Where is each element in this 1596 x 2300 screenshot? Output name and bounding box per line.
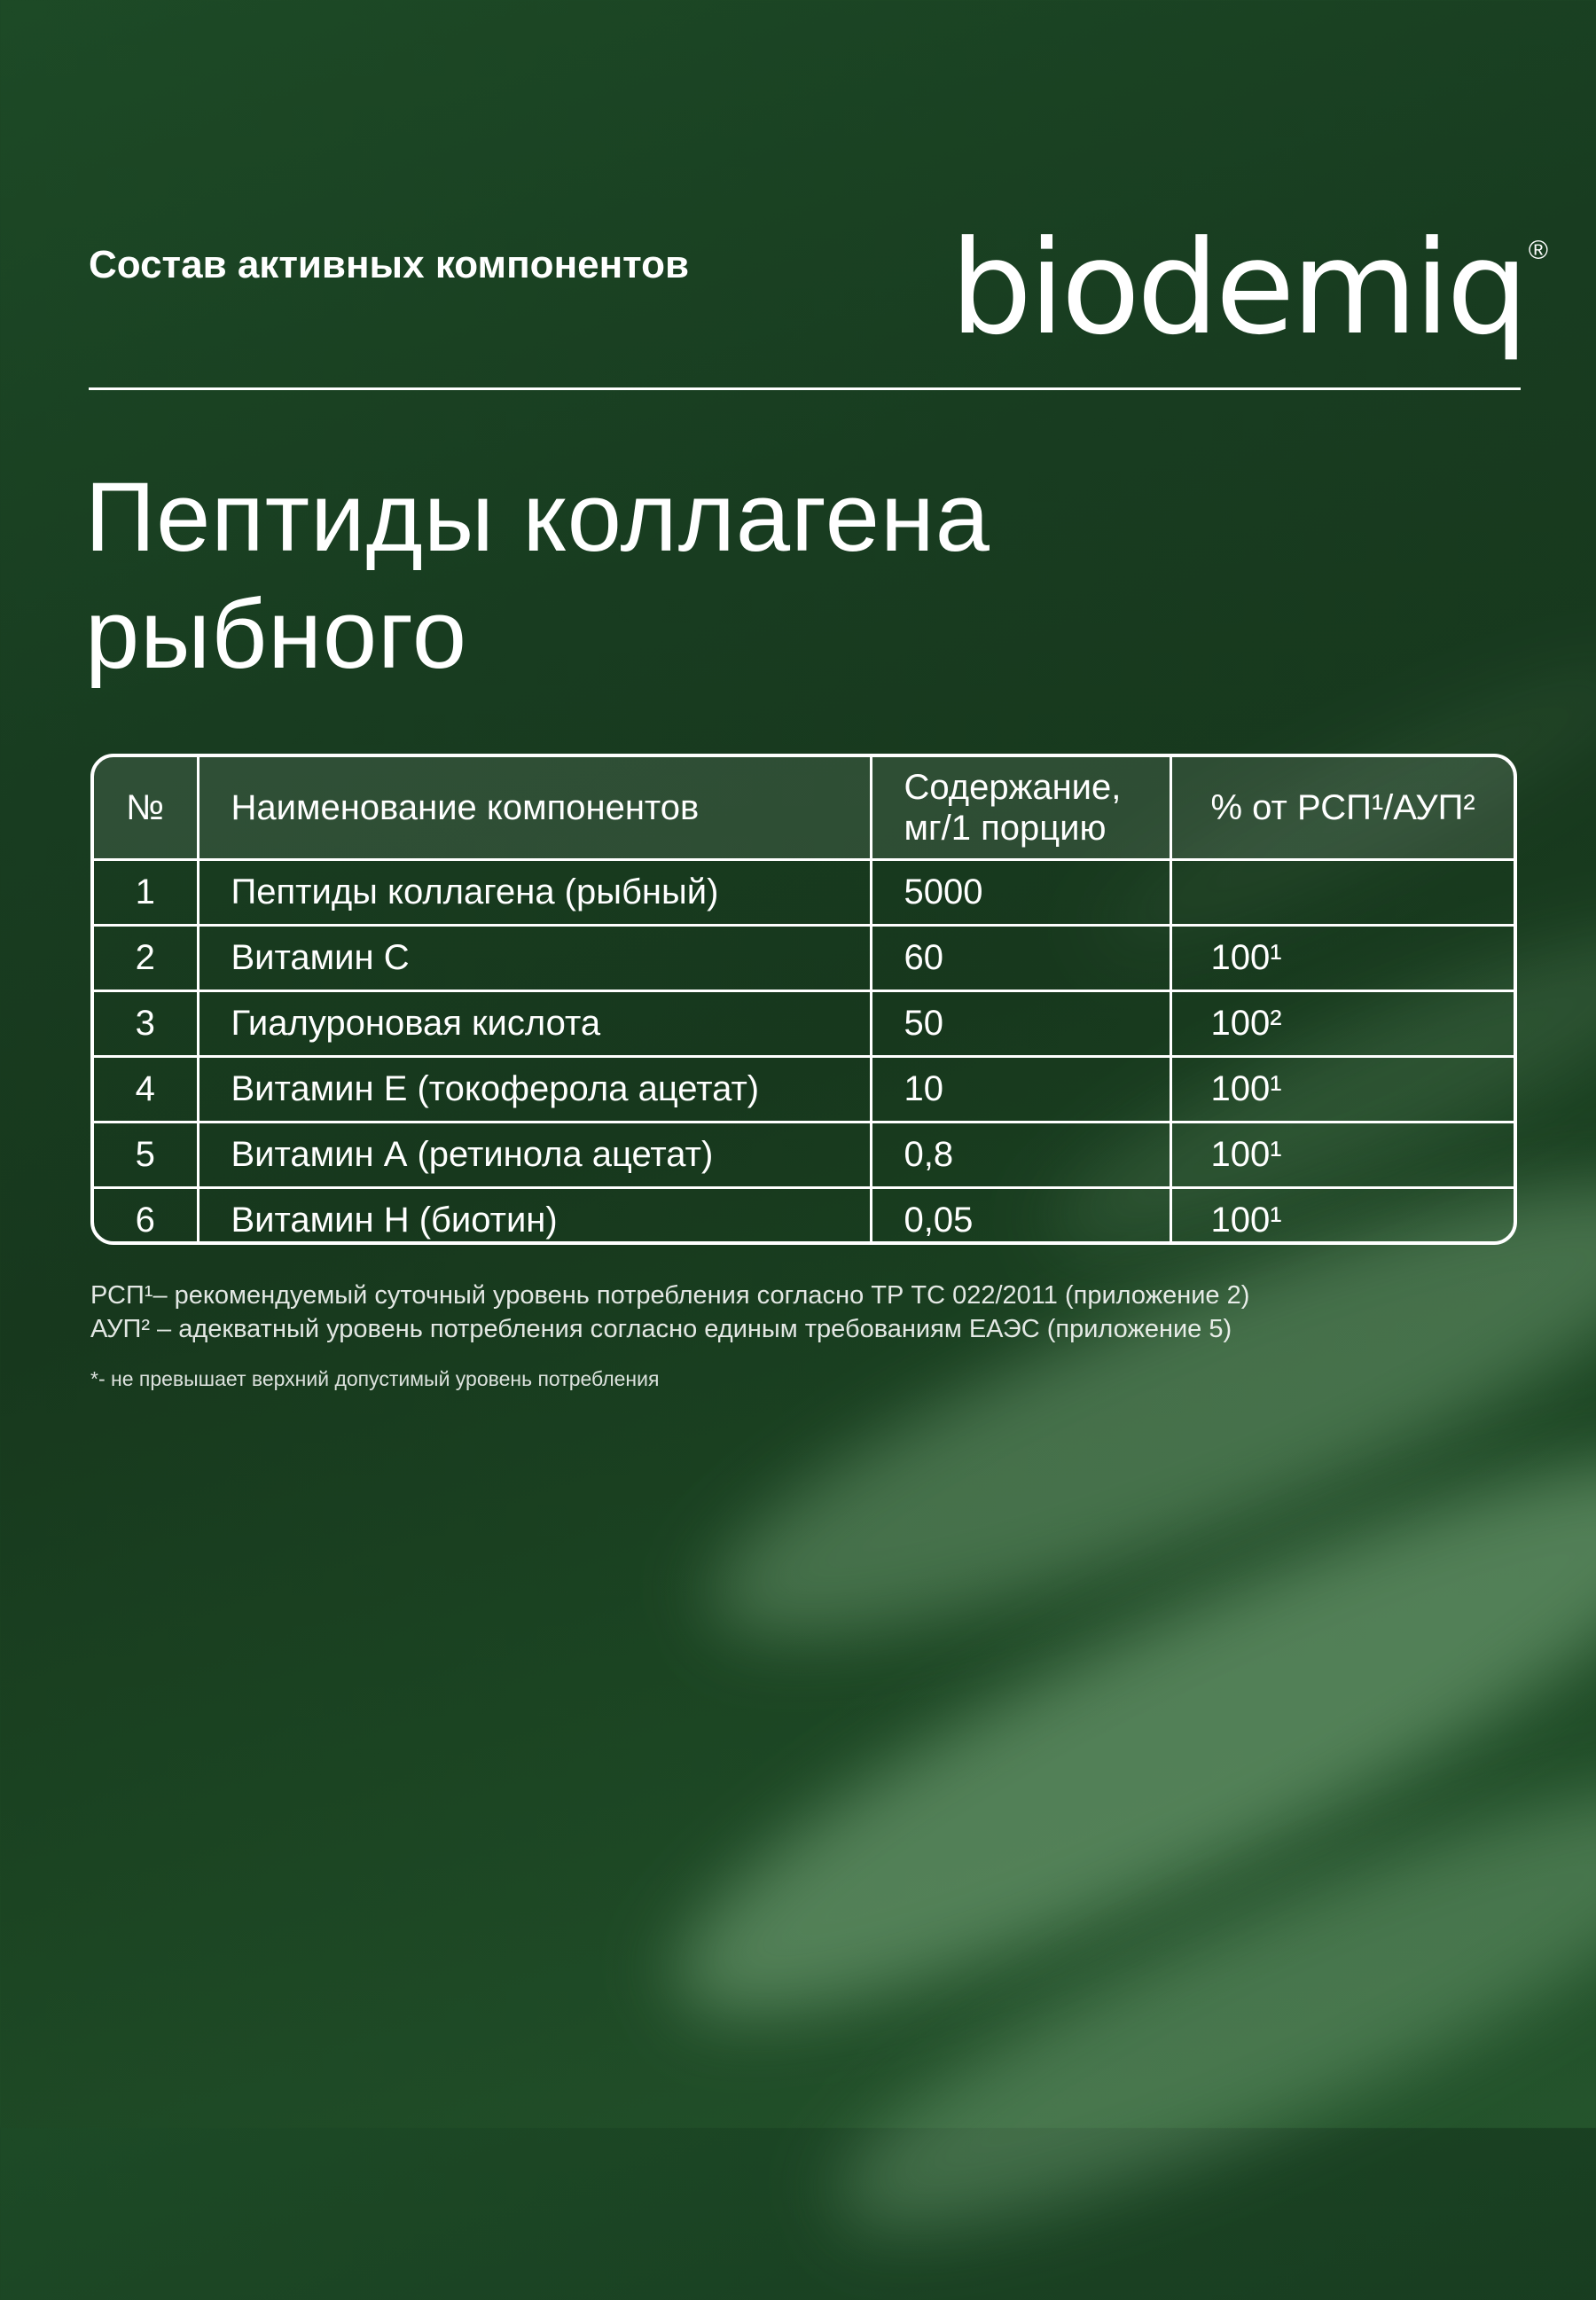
cell-amount: 10 [871,1057,1170,1123]
cell-amount: 0,05 [871,1188,1170,1246]
cell-num: 2 [94,926,198,991]
cell-amount: 60 [871,926,1170,991]
header-divider [89,387,1521,390]
table-header-row [94,757,1517,860]
cell-name: Витамин Е (токоферола ацетат) [198,1057,871,1123]
table-row [94,860,1517,926]
table-row [94,1188,1517,1246]
footnote-aup: АУП² – адекватный уровень потребления согласно единым требованиям ЕАЭС (приложение 5) [90,1315,1232,1343]
cell-name: Витамин А (ретинола ацетат) [198,1123,871,1188]
cell-name: Витамин Н (биотин) [198,1188,871,1246]
header-num: № [94,757,198,860]
cell-name: Гиалуроновая кислота [198,991,871,1057]
cell-amount: 50 [871,991,1170,1057]
components-table [90,754,1517,1245]
cell-pct [1170,860,1517,926]
cell-num: 5 [94,1123,198,1188]
header-amount-line-1: Содержание, [904,768,1122,807]
light-streak-decoration [624,1373,1596,2102]
cell-amount: 0,8 [871,1123,1170,1188]
registered-mark: ® [1528,236,1548,265]
header-pct: % от РСП¹/АУП² [1170,757,1517,860]
header-amount-line-2: мг/1 порцию [904,809,1107,848]
product-title-line-1: Пептиды коллагена [85,463,990,572]
table-row [94,1057,1517,1123]
header-amount [871,757,1170,860]
cell-pct: 100¹ [1170,1188,1517,1246]
cell-name: Пептиды коллагена (рыбный) [198,860,871,926]
footnotes [90,1279,1527,1392]
footnote-asterisk: *- не превышает верхний допустимый уровень потребления [90,1367,660,1390]
brand-logo [950,213,1548,364]
section-label: Состав активных компонентов [89,243,690,286]
cell-pct: 100¹ [1170,1057,1517,1123]
cell-pct: 100² [1170,991,1517,1057]
product-title [85,459,990,693]
table-row [94,991,1517,1057]
light-streak-decoration [799,1717,1596,2300]
product-title-line-2: рыбного [85,580,468,689]
table-row [94,1123,1517,1188]
cell-amount: 5000 [871,860,1170,926]
cell-pct: 100¹ [1170,1123,1517,1188]
cell-name: Витамин С [198,926,871,991]
footnote-rsp: РСП¹– рекомендуемый суточный уровень потребления согласно ТР ТС 022/2011 (приложение 2) [90,1281,1250,1310]
cell-num: 4 [94,1057,198,1123]
cell-num: 6 [94,1188,198,1246]
cell-num: 1 [94,860,198,926]
table-row [94,926,1517,991]
header-name: Наименование компонентов [198,757,871,860]
cell-num: 3 [94,991,198,1057]
brand-name: biodemiq [950,213,1525,364]
cell-pct: 100¹ [1170,926,1517,991]
